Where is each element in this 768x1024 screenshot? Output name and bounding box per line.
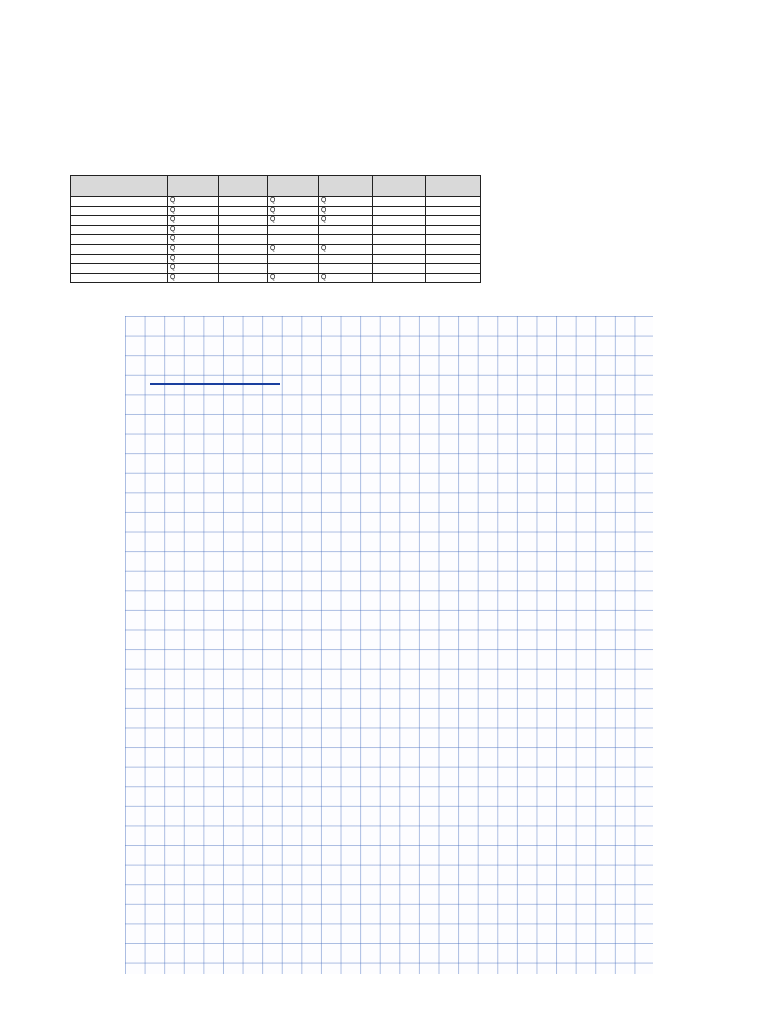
currency-symbol: Q: [170, 206, 176, 214]
department-table: [70, 175, 481, 283]
table-cell-machinery: [268, 197, 319, 207]
graph-paper-sheet: [125, 316, 653, 974]
table-cell-lamps: [219, 216, 268, 226]
table-cell-machinery: [268, 225, 319, 235]
table-cell-machinery: [268, 254, 319, 264]
table-cell-machinery: [268, 244, 319, 254]
table-cell-machinery: [268, 235, 319, 245]
currency-symbol: Q: [170, 235, 176, 243]
table-cell-sqm: [373, 206, 426, 216]
table-totals-row: [71, 273, 481, 283]
currency-symbol: Q: [170, 197, 176, 204]
table-cell-hours: [426, 225, 481, 235]
currency-symbol: Q: [170, 225, 176, 233]
expense-row: [71, 131, 391, 142]
column-header: [168, 176, 219, 197]
table-row: [71, 235, 481, 245]
table-row: [71, 197, 481, 207]
currency-symbol: Q: [321, 197, 327, 204]
column-header: [71, 176, 168, 197]
expense-row: [71, 121, 391, 132]
table-cell-lamps: [219, 197, 268, 207]
table-cell-hours: [426, 235, 481, 245]
table-cell-dept: [71, 197, 168, 207]
table-row: [71, 264, 481, 274]
expense-row: [71, 142, 391, 153]
table-cell-salary: [168, 206, 219, 216]
table-cell-sqm: [373, 254, 426, 264]
table-cell-tools: [319, 254, 373, 264]
table-cell-dept: [71, 235, 168, 245]
column-header: [426, 176, 481, 197]
table-cell-tools: [319, 206, 373, 216]
table-cell-dept: [71, 273, 168, 283]
table-cell-hours: [426, 244, 481, 254]
currency-symbol: Q: [270, 216, 276, 224]
table-cell-lamps: [219, 254, 268, 264]
table-cell-dept: [71, 225, 168, 235]
table-cell-lamps: [219, 264, 268, 274]
table-cell-salary: [168, 225, 219, 235]
table-cell-hours: [426, 264, 481, 274]
table-cell-tools: [319, 197, 373, 207]
expense-row: [71, 153, 391, 164]
table-cell-hours: [426, 216, 481, 226]
expense-row: [71, 100, 391, 111]
table-row: [71, 244, 481, 254]
table-cell-dept: [71, 216, 168, 226]
currency-symbol: Q: [170, 244, 176, 252]
table-cell-lamps: [219, 235, 268, 245]
table-cell-dept: [71, 244, 168, 254]
table-header-row: [71, 176, 481, 197]
table-row: [71, 216, 481, 226]
column-header: [219, 176, 268, 197]
table-cell-hours: [426, 197, 481, 207]
table-cell-salary: [168, 197, 219, 207]
currency-symbol: Q: [321, 206, 327, 214]
table-cell-machinery: [268, 216, 319, 226]
currency-symbol: Q: [170, 216, 176, 224]
table-cell-salary: [168, 254, 219, 264]
table-row: [71, 254, 481, 264]
table-cell-dept: [71, 206, 168, 216]
table-cell-machinery: [268, 264, 319, 274]
table-cell-sqm: [373, 216, 426, 226]
currency-symbol: Q: [321, 244, 327, 252]
expense-row: [71, 89, 391, 100]
column-header: [319, 176, 373, 197]
table-cell-lamps: [219, 206, 268, 216]
table-cell-salary: [168, 273, 219, 283]
table-cell-salary: [168, 235, 219, 245]
table-cell-sqm: [373, 264, 426, 274]
table-cell-dept: [71, 264, 168, 274]
currency-symbol: Q: [270, 273, 276, 281]
table-row: [71, 225, 481, 235]
expense-list: [71, 89, 391, 163]
table-cell-sqm: [373, 197, 426, 207]
currency-symbol: Q: [270, 197, 276, 204]
table-cell-hours: [426, 273, 481, 283]
table-cell-sqm: [373, 273, 426, 283]
table-cell-hours: [426, 254, 481, 264]
table-cell-tools: [319, 216, 373, 226]
table-cell-lamps: [219, 225, 268, 235]
table-cell-salary: [168, 264, 219, 274]
table-cell-tools: [319, 244, 373, 254]
table-cell-sqm: [373, 235, 426, 245]
table-cell-salary: [168, 216, 219, 226]
currency-symbol: Q: [170, 273, 176, 281]
table-cell-machinery: [268, 206, 319, 216]
table-cell-sqm: [373, 244, 426, 254]
table-cell-tools: [319, 273, 373, 283]
expense-row: [71, 110, 391, 121]
table-cell-salary: [168, 244, 219, 254]
currency-symbol: Q: [321, 273, 327, 281]
table-cell-sqm: [373, 225, 426, 235]
currency-symbol: Q: [270, 206, 276, 214]
column-header: [373, 176, 426, 197]
table-cell-hours: [426, 206, 481, 216]
table-cell-dept: [71, 254, 168, 264]
fraction-bar: [150, 383, 280, 385]
table-cell-tools: [319, 264, 373, 274]
table-cell-lamps: [219, 244, 268, 254]
currency-symbol: Q: [321, 216, 327, 224]
table-cell-lamps: [219, 273, 268, 283]
currency-symbol: Q: [170, 254, 176, 262]
table-cell-tools: [319, 225, 373, 235]
column-header: [268, 176, 319, 197]
table-cell-machinery: [268, 273, 319, 283]
currency-symbol: Q: [270, 244, 276, 252]
currency-symbol: Q: [170, 264, 176, 272]
table-cell-tools: [319, 235, 373, 245]
table-row: [71, 206, 481, 216]
